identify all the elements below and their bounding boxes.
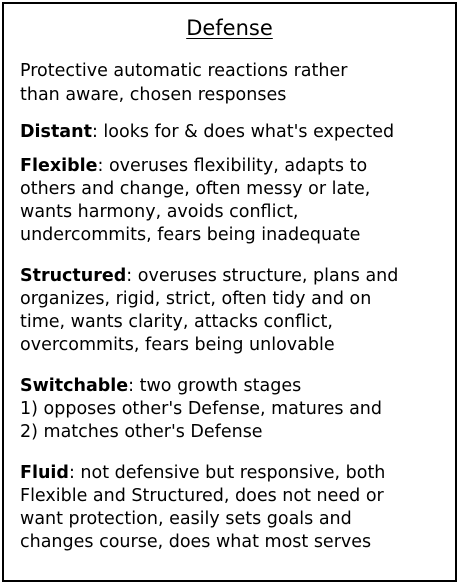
structured-text-1: : overuses structure, plans and <box>126 266 399 286</box>
intro-line-1: Protective automatic reactions rather <box>20 61 348 81</box>
fluid-label: Fluid <box>20 463 69 483</box>
fluid-line-2: Flexible and Structured, does not need or <box>20 486 384 506</box>
intro-line-2: than aware, chosen responses <box>20 85 287 105</box>
structured-label: Structured <box>20 266 127 286</box>
flexible-line-3: wants harmony, avoids conflict, <box>20 202 299 222</box>
card-title: Defense <box>186 16 273 40</box>
fluid-line-1 <box>20 462 447 484</box>
structured-line-3: time, wants clarity, attacks conflict, <box>20 312 333 332</box>
fluid-line-4: changes course, does what most serves <box>20 532 372 552</box>
flexible-line-2: others and change, often messy or late, <box>20 179 371 199</box>
distant-text-1: : looks for & does what's expected <box>91 122 395 142</box>
flexible-line-1 <box>20 155 447 177</box>
switchable-line-2: 1) opposes other's Defense, matures and <box>20 399 383 419</box>
flexible-label: Flexible <box>20 156 98 176</box>
switchable-line-3: 2) matches other's Defense <box>20 422 263 442</box>
structured-line-1 <box>20 265 447 287</box>
structured-line-4: overcommits, fears being unlovable <box>20 335 335 355</box>
switchable-text-1: : two growth stages <box>128 376 302 396</box>
flexible-line-4: undercommits, fears being inadequate <box>20 225 361 245</box>
fluid-text-1: : not defensive but responsive, both <box>68 463 386 483</box>
structured-line-2: organizes, rigid, strict, often tidy and on <box>20 289 372 309</box>
defense-card <box>2 2 457 582</box>
distant-line-1 <box>20 121 447 143</box>
switchable-label: Switchable <box>20 376 129 396</box>
fluid-line-3: want protection, easily sets goals and <box>20 509 352 529</box>
flexible-text-1: : overuses flexibility, adapts to <box>97 156 368 176</box>
distant-label: Distant <box>20 122 92 142</box>
switchable-line-1 <box>20 375 447 397</box>
